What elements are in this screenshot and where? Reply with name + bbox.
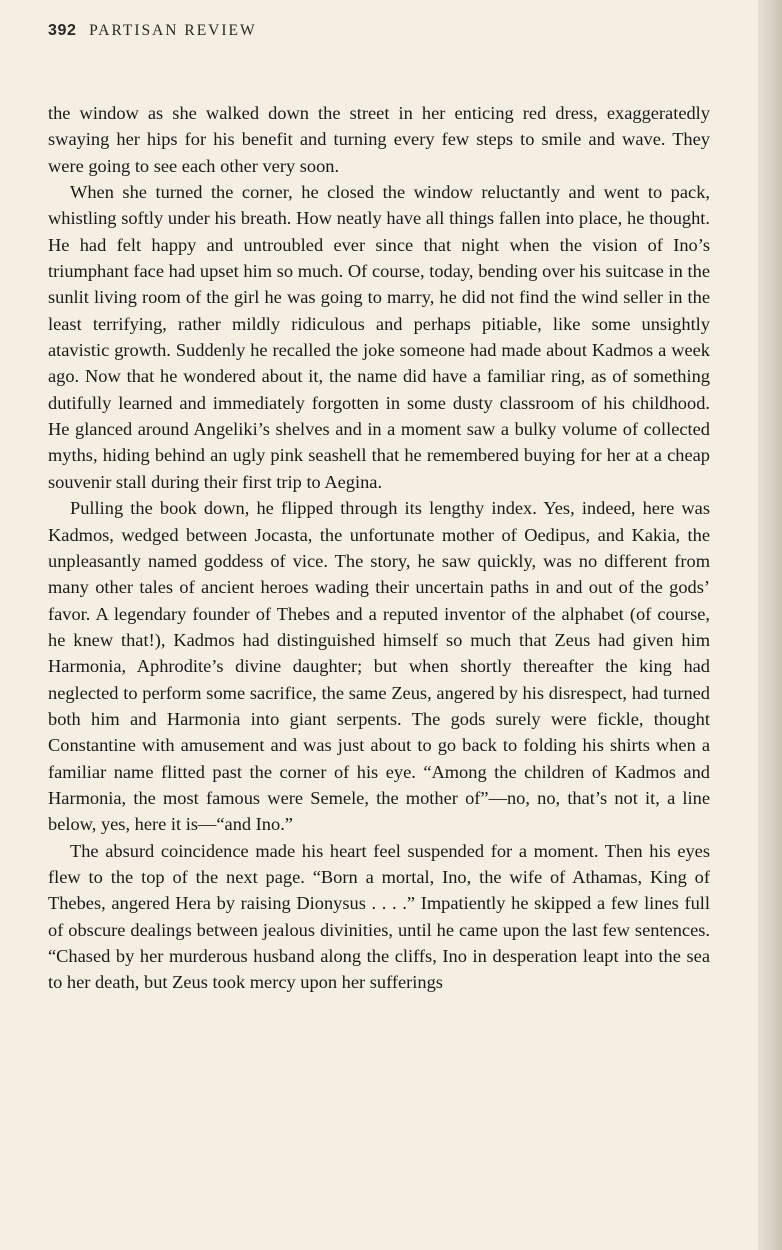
journal-title: PARTISAN REVIEW (89, 22, 257, 39)
paragraph-continued: the window as she walked down the street in her enticing red dress, exaggeratedly swaying her hips for his benefit and turning every few steps to smile and wave. They were going to see each other very soon. (48, 103, 710, 176)
page-number: 392 (48, 22, 77, 39)
paragraph: The absurd coincidence made his heart feel suspended for a moment. Then his eyes flew to the top of the next page. “Born a mortal, Ino, the wife of Athamas, King of Thebes, angered Hera by raising Dionysus . . . .” Impatiently he skipped a few lines full of obscure dealings between jealous divinities, until he came upon the last few sentences. “Chased by her murderous husband along the cliffs, Ino in desperation leapt into the sea to her death, but Zeus took mercy upon her sufferings (48, 840, 710, 993)
paragraph: Pulling the book down, he flipped through its lengthy index. Yes, indeed, here was Kadmos, wedged between Jocasta, the unfortunate mother of Oedipus, and Kakia, the unpleasantly named goddess of vice. The story, he saw quickly, was no different from many other tales of ancient heroes wading their uncertain paths in and out of the gods’ favor. A legendary founder of Thebes and a reputed inventor of the alphabet (of course, he knew that!), Kadmos had distinguished himself so much that Zeus had given him Harmonia, Aphrodite’s divine daughter; but when shortly thereafter the king had neglected to perform some sacrifice, the same Zeus, angered by his disrespect, had turned both him and Harmonia into giant serpents. The gods surely were fickle, thought Constantine with amusement and was just about to go back to folding his shirts when a familiar name flitted past the corner of his eye. “Among the children of Kadmos and Harmonia, the most famous were Semele, the mother of”—no, no, that’s not it, a line below, yes, here it is—“and Ino.” (48, 498, 710, 835)
running-head (48, 20, 257, 40)
body-text (48, 100, 710, 996)
paragraph: When she turned the corner, he closed the window reluctantly and went to pack, whistling softly under his breath. How neatly have all things fallen into place, he thought. He had felt happy and untroubled ever since that night when the vision of Ino’s triumphant face had upset him so much. Of course, today, bending over his suitcase in the sunlit living room of the girl he was going to marry, he did not find the wind seller in the least terrifying, rather mildly ridiculous and perhaps pitiable, like some unsightly atavistic growth. Suddenly he recalled the joke someone had made about Kadmos a week ago. Now that he wondered about it, the name did have a familiar ring, as of something dutifully learned and immediately forgotten in some dusty classroom of his childhood. He glanced around Angeliki’s shelves and in a moment saw a bulky volume of collected myths, hiding behind an ugly pink seashell that he remembered buying for her at a cheap souvenir stall during their first trip to Aegina. (48, 182, 710, 492)
page-edge-shadow (758, 0, 782, 1250)
